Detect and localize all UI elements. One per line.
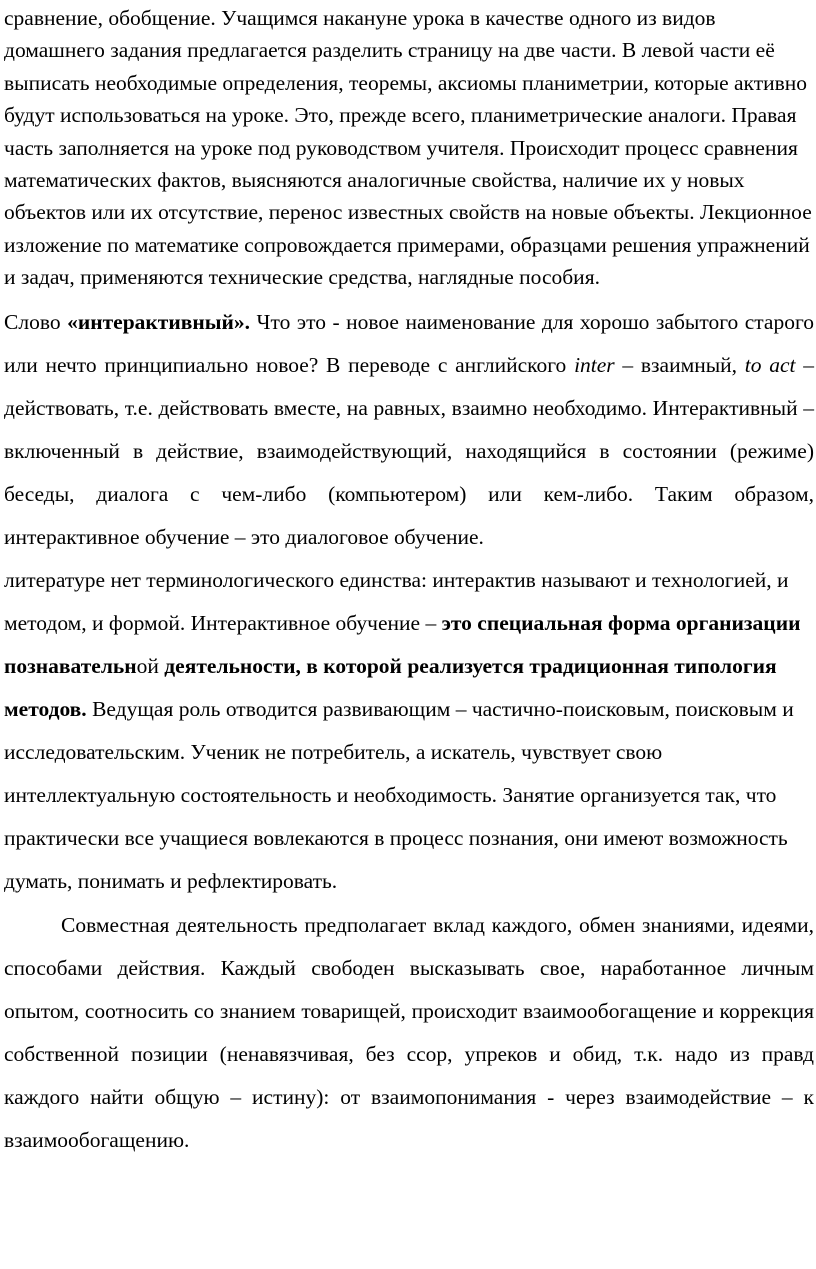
text-run: Слово [4, 309, 68, 334]
bold-term-interactive: «интерактивный». [67, 309, 251, 334]
paragraph-interactive-definition [4, 301, 814, 559]
italic-term-inter: inter [574, 352, 615, 377]
paragraph-joint-activity: Совместная деятельность предполагает вклад каждого, обмен знаниями, идеями, способами действия. Каждый свободен высказывать свое, наработанное личным опытом, соотносить со знанием товарищей, происходит взаимообогащение и коррекция собственной позиции (ненавязчивая, без ссор, упреков и обид, т.к. надо из правд каждого найти общую – истину): от взаимопонимания - через взаимодействие – к взаимообогащению. [4, 912, 814, 1152]
bold-definition-part: это специальная форма организации познавательн [4, 610, 801, 678]
text-run: ой [136, 653, 159, 678]
paragraph-lesson-preparation: сравнение, обобщение. Учащимся накануне урока в качестве одного из видов домашнего задания предлагается разделить страницу на две части. В левой части её выписать необходимые определения, теоремы, аксиомы планиметрии, которые активно будут использоваться на уроке. Это, прежде всего, планиметрические аналоги. Правая часть заполняется на уроке под руководством учителя. Происходит процесс сравнения математических фактов, выясняются аналогичные свойства, наличие их у новых объектов или их отсутствие, перенос известных свойств на новые объекты. Лекционное изложение по математике сопровождается примерами, образцами решения упражнений и задач, применяются технические средства, наглядные пособия. [4, 6, 812, 290]
text-run: Ведущая роль отводится развивающим – частично-поисковым, поисковым и исследовательским. Ученик не потребитель, а искатель, чувствует свою интеллектуальную состоятельность и необходимость. Занятие организуется так, что практически все учащиеся вовлекаются в процесс познания, они имеют возможность думать, понимать и рефлектировать. [4, 696, 794, 893]
bold-definition-part: деятельности, в которой реализуется традиционная типология методов. [4, 653, 777, 721]
text-run: – взаимный, [614, 352, 745, 377]
italic-term-to-act: to act [744, 352, 796, 377]
text-run: Что это - новое наименование для хорошо забытого старого или нечто принципиально новое? В переводе с английского [4, 309, 814, 377]
text-run: – действовать, т.е. действовать вместе, на равных, взаимно необходимо. Интерактивный – включенный в действие, взаимодействующий, находящийся в состоянии (режиме) беседы, диалога с чем-либо (компьютером) или кем-либо. Таким образом, интерактивное обучение – это диалоговое обучение. [4, 352, 815, 549]
text-run: литературе нет терминологического единства: интерактив называют и технологией, и методом, и формой. Интерактивное обучение – [4, 567, 789, 635]
paragraph-terminology [4, 559, 814, 903]
